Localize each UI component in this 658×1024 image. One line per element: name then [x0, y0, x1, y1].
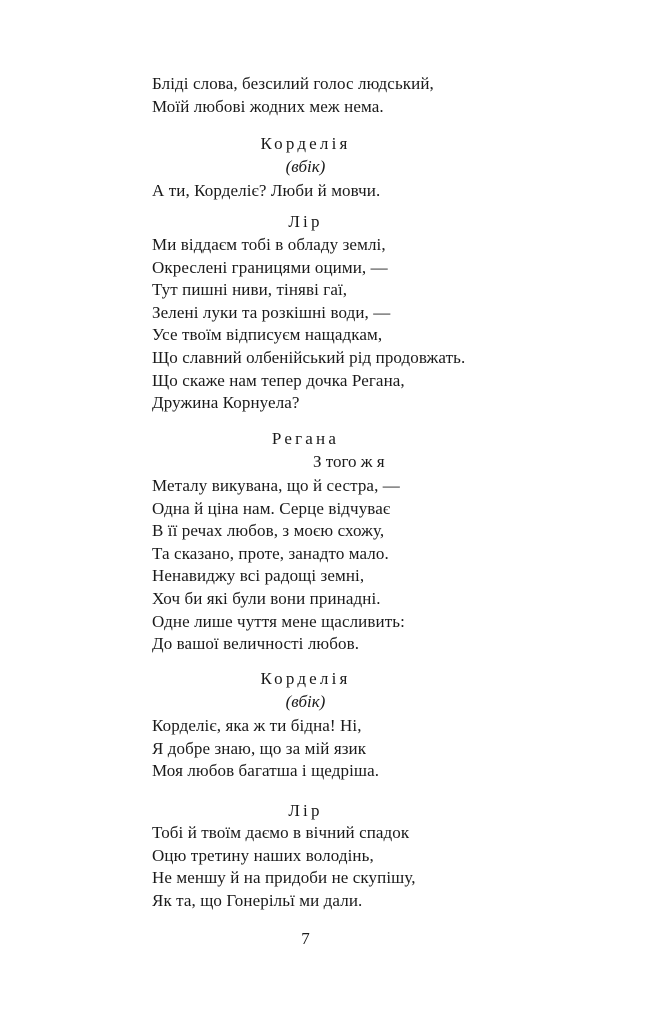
- verse-line: Я добре знаю, що за мій язик: [152, 738, 367, 758]
- speaker-name-lear: Лір: [288, 801, 323, 820]
- verse-line: Ненавиджу всі радощі земні,: [152, 566, 365, 586]
- verse-line: Корделіє, яка ж ти бідна! Ні,: [152, 716, 362, 735]
- verse-block-cordelia-2: [152, 715, 572, 783]
- speaker-name-cordelia: Корделія: [260, 134, 351, 153]
- verse-line: Що скаже нам тепер дочка Регана,: [152, 370, 405, 390]
- verse-line: Тобі й твоїм даємо в вічний спадок: [152, 823, 410, 842]
- verse-line: До вашої величності любов.: [152, 634, 360, 654]
- stage-direction-aside: (вбік): [285, 692, 326, 711]
- verse-block-cordelia-1: [152, 180, 572, 203]
- verse-line: Металу викувана, що й сестра, —: [152, 476, 400, 495]
- verse-line: В її речах любов, з моєю схожу,: [152, 521, 385, 541]
- page-number: 7: [301, 929, 310, 948]
- verse-line: Не меншу й на придоби не скупішу,: [152, 868, 416, 888]
- verse-line: Хоч би які були вони принадні.: [152, 588, 381, 608]
- verse-line: Моя любов багатша і щедріша.: [152, 761, 380, 781]
- speaker-name-lear: Лір: [288, 212, 323, 231]
- verse-line: Та сказано, проте, занадто мало.: [152, 543, 389, 563]
- speaker-name-regan: Регана: [271, 429, 340, 448]
- verse-line: Окреслені границями оцими, —: [152, 257, 388, 277]
- verse-line: Зелені луки та розкішні води, —: [152, 302, 391, 322]
- verse-line: Моїй любові жодних меж нема.: [152, 96, 384, 116]
- stage-direction-aside: (вбік): [285, 157, 326, 176]
- verse-block-lear-2: [152, 822, 572, 912]
- verse-line: Тут пишні ниви, тіняві гаї,: [152, 280, 348, 300]
- verse-line: Одне лише чуття мене щасливить:: [152, 611, 405, 631]
- verse-line: Оцю третину наших володінь,: [152, 845, 374, 865]
- verse-line: Як та, що Гонерільї ми дали.: [152, 890, 363, 910]
- verse-line: Ми віддаєм тобі в обладу землі,: [152, 235, 386, 254]
- verse-block-opening: [152, 73, 572, 118]
- stage-direction-same: З того ж я: [313, 452, 385, 471]
- verse-line: Одна й ціна нам. Серце відчуває: [152, 498, 391, 518]
- verse-line: Усе твоїм відписуєм нащадкам,: [152, 325, 383, 345]
- speaker-name-cordelia: Корделія: [260, 669, 351, 688]
- verse-line: А ти, Корделіє? Люби й мовчи.: [152, 181, 381, 200]
- verse-line: Бліді слова, безсилий голос людський,: [152, 74, 434, 93]
- verse-block-regan-1: [152, 475, 572, 656]
- verse-block-lear-1: [152, 234, 572, 415]
- verse-line: Що славний олбенійський рід продовжать.: [152, 347, 466, 367]
- verse-line: Дружина Корнуела?: [152, 393, 300, 413]
